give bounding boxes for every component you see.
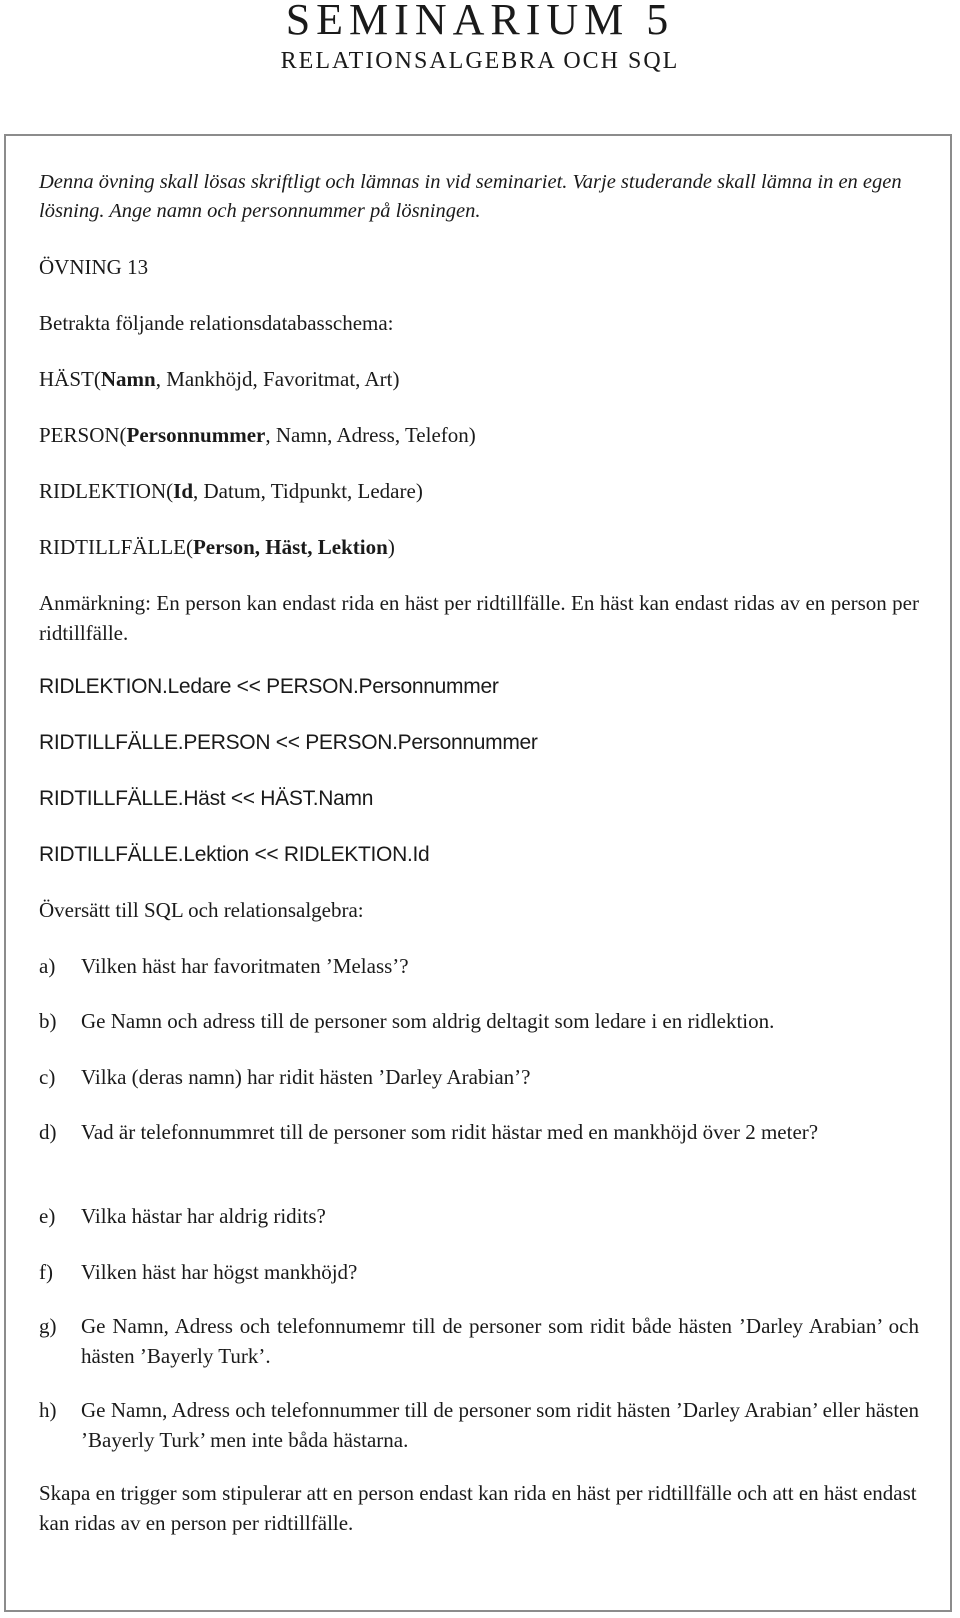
primary-key: Id [173, 479, 193, 503]
primary-key: Person, Häst, Lektion [192, 535, 388, 559]
intro-text: Denna övning skall lösas skriftligt och lämnas in vid seminariet. Varje studerande skall lämna in en egen lösning. Ange namn och personnummer på lösningen. [39, 171, 902, 222]
exercise-box [4, 134, 952, 1612]
translate-heading: Översätt till SQL och relationsalgebra: [39, 898, 364, 922]
relation-attributes: , Mankhöjd, Favoritmat, Art) [155, 367, 400, 391]
question-label: d) [39, 1120, 57, 1144]
schema-relation-ridtillfalle [39, 532, 919, 562]
primary-key: Personnummer [126, 423, 266, 447]
relation-name: HÄST( [39, 367, 101, 391]
question-text: Ge Namn, Adress och telefonnummer till de personer som ridit hästen ’Darley Arabian’ eller hästen ’Bayerly Turk’ men inte båda hästarna. [81, 1398, 919, 1452]
question-text: Vilka hästar har aldrig ridits? [81, 1204, 326, 1228]
relation-name: RIDLEKTION( [39, 479, 174, 503]
question-text: Vilken häst har högst mankhöjd? [81, 1260, 358, 1284]
relation-name: PERSON( [39, 423, 127, 447]
question-text: Vilken häst har favoritmaten ’Melass’? [81, 954, 409, 978]
question-text: Ge Namn och adress till de personer som aldrig deltagit som ledare i en ridlektion. [81, 1009, 775, 1033]
note-text: Anmärkning: En person kan endast rida en häst per ridtillfälle. En häst kan endast ridas av en person per ridtillfälle. [39, 591, 919, 645]
schema-relation-person [39, 420, 919, 450]
primary-key: Namn [100, 367, 156, 391]
question-text: Ge Namn, Adress och telefonnumemr till de personer som ridit både hästen ’Darley Arabian’ och hästen ’Bayerly Turk’. [81, 1314, 919, 1368]
page-title: SEMINARIUM 5 [285, 0, 675, 44]
question-label: e) [39, 1204, 56, 1228]
relation-attributes: , Namn, Adress, Telefon) [265, 423, 476, 447]
question-text: Vilka (deras namn) har ridit hästen ’Darley Arabian’? [81, 1065, 531, 1089]
page-subtitle: RELATIONSALGEBRA OCH SQL [280, 48, 680, 74]
foreign-key-3: RIDTILLFÄLLE.Häst << HÄST.Namn [39, 787, 374, 810]
relation-attributes: ) [387, 535, 395, 559]
question-label: f) [39, 1260, 53, 1284]
trigger-text: Skapa en trigger som stipulerar att en person endast kan rida en häst per ridtillfälle och att en häst endast kan ridas av en person per ridtillfälle. [39, 1481, 917, 1535]
relation-attributes: , Datum, Tidpunkt, Ledare) [193, 479, 423, 503]
schema-intro: Betrakta följande relationsdatabasschema: [39, 311, 394, 335]
question-label: a) [39, 954, 56, 978]
foreign-key-1: RIDLEKTION.Ledare << PERSON.Personnummer [39, 675, 499, 698]
question-label: b) [39, 1009, 57, 1033]
question-text: Vad är telefonnummret till de personer som ridit hästar med en mankhöjd över 2 meter? [81, 1120, 819, 1144]
foreign-key-4: RIDTILLFÄLLE.Lektion << RIDLEKTION.Id [39, 843, 430, 866]
question-label: h) [39, 1398, 57, 1422]
question-label: c) [39, 1065, 56, 1089]
schema-relation-ridlektion [39, 476, 919, 506]
relation-name: RIDTILLFÄLLE( [39, 535, 193, 559]
exercise-heading: ÖVNING 13 [39, 255, 149, 279]
schema-relation-hast [39, 364, 919, 394]
foreign-key-2: RIDTILLFÄLLE.PERSON << PERSON.Personnummer [39, 731, 538, 754]
question-label: g) [39, 1314, 57, 1338]
